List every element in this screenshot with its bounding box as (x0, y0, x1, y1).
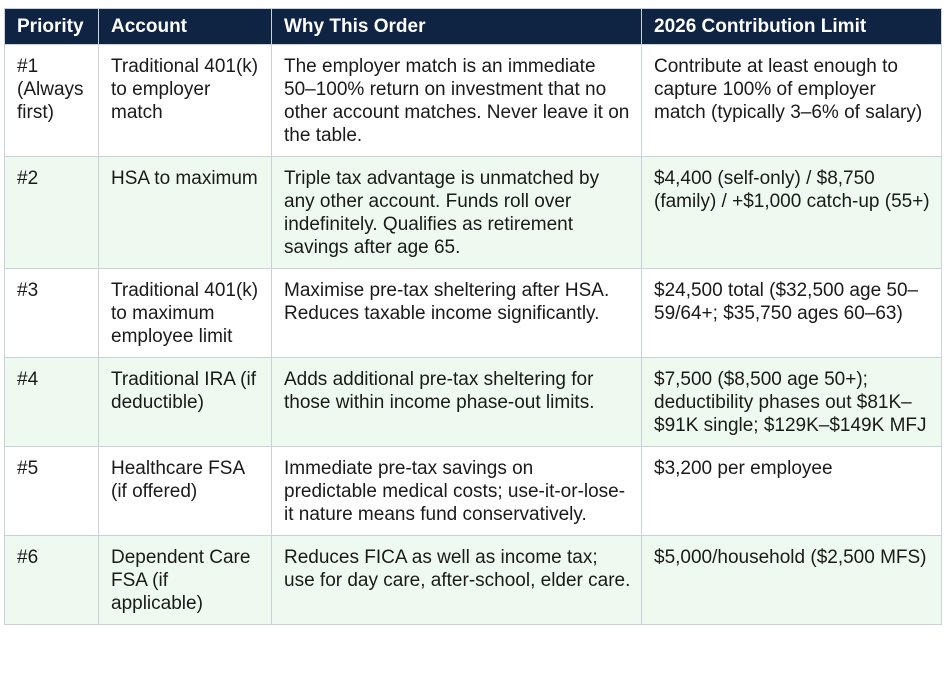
cell-account: Traditional 401(k) to maximum employee limit (99, 269, 272, 358)
contribution-priority-table-container (4, 8, 941, 625)
table-row (5, 45, 942, 157)
cell-priority: #6 (5, 536, 99, 625)
cell-priority: #1 (Always first) (5, 45, 99, 157)
cell-priority: #5 (5, 447, 99, 536)
table-header-row (5, 9, 942, 45)
cell-why: The employer match is an immediate 50–100% return on investment that no other account matches. Never leave it on the table. (272, 45, 642, 157)
cell-account: Dependent Care FSA (if applicable) (99, 536, 272, 625)
cell-priority: #2 (5, 157, 99, 269)
cell-account: Traditional IRA (if deductible) (99, 358, 272, 447)
cell-why: Reduces FICA as well as income tax; use for day care, after-school, elder care. (272, 536, 642, 625)
header-contribution-limit: 2026 Contribution Limit (642, 9, 942, 45)
cell-limit: $7,500 ($8,500 age 50+); deductibility phases out $81K–$91K single; $129K–$149K MFJ (642, 358, 942, 447)
cell-limit: $4,400 (self-only) / $8,750 (family) / +$1,000 catch-up (55+) (642, 157, 942, 269)
cell-why: Maximise pre-tax sheltering after HSA. Reduces taxable income significantly. (272, 269, 642, 358)
header-account: Account (99, 9, 272, 45)
cell-priority: #4 (5, 358, 99, 447)
cell-limit: Contribute at least enough to capture 100% of employer match (typically 3–6% of salary) (642, 45, 942, 157)
cell-why: Triple tax advantage is unmatched by any other account. Funds roll over indefinitely. Qualifies as retirement savings after age 65. (272, 157, 642, 269)
cell-account: HSA to maximum (99, 157, 272, 269)
table-row (5, 269, 942, 358)
cell-limit: $5,000/household ($2,500 MFS) (642, 536, 942, 625)
table-row (5, 358, 942, 447)
header-why-this-order: Why This Order (272, 9, 642, 45)
cell-why: Immediate pre-tax savings on predictable medical costs; use-it-or-lose-it nature means fund conservatively. (272, 447, 642, 536)
table-row (5, 157, 942, 269)
cell-account: Traditional 401(k) to employer match (99, 45, 272, 157)
header-priority: Priority (5, 9, 99, 45)
contribution-priority-table (4, 8, 942, 625)
cell-limit: $3,200 per employee (642, 447, 942, 536)
table-row (5, 536, 942, 625)
table-row (5, 447, 942, 536)
cell-limit: $24,500 total ($32,500 age 50–59/64+; $35,750 ages 60–63) (642, 269, 942, 358)
cell-why: Adds additional pre-tax sheltering for those within income phase-out limits. (272, 358, 642, 447)
cell-priority: #3 (5, 269, 99, 358)
cell-account: Healthcare FSA (if offered) (99, 447, 272, 536)
